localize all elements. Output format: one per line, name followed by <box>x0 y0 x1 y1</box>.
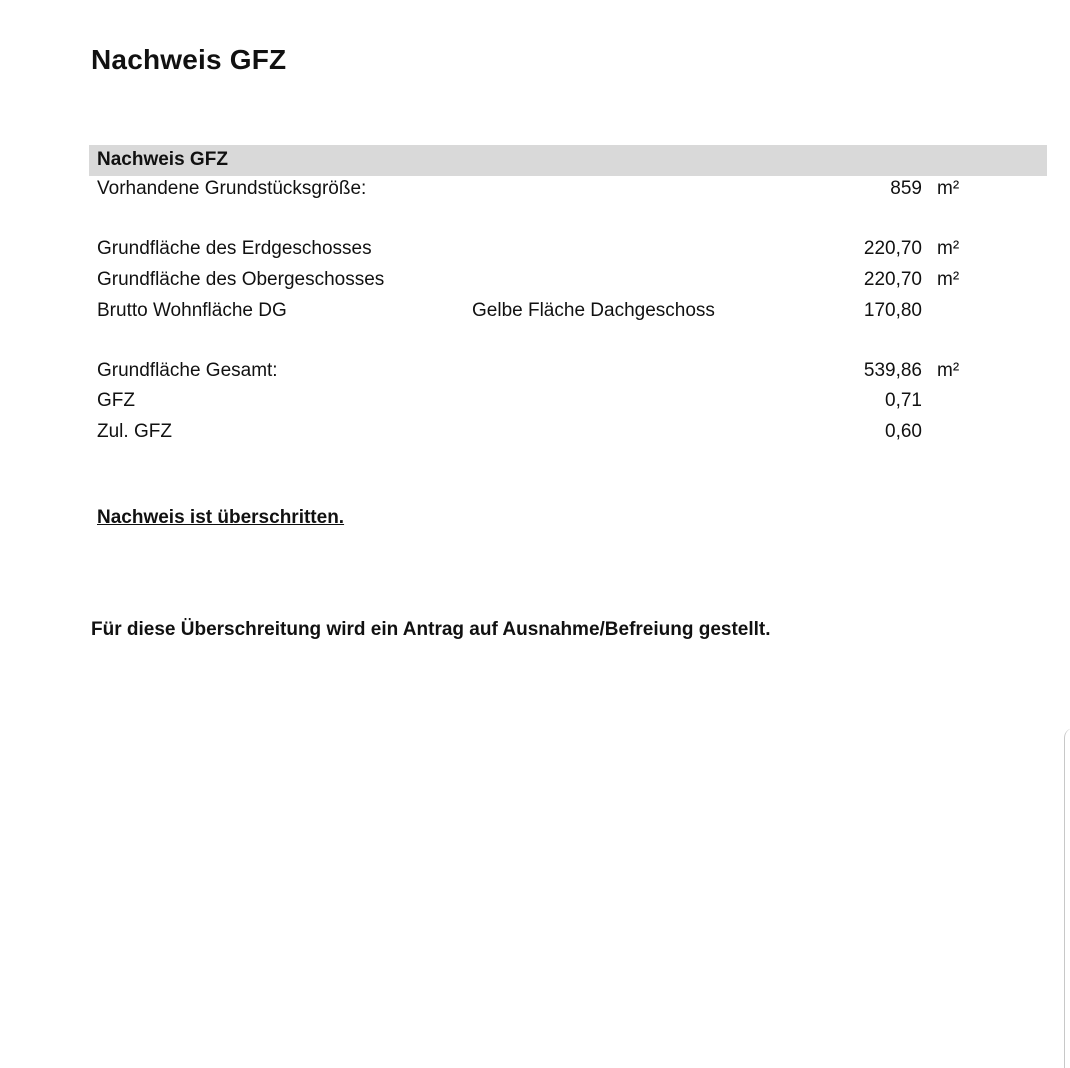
row-note: Gelbe Fläche Dachgeschoss <box>472 300 715 321</box>
page-edge <box>1064 728 1070 1068</box>
row-value: 220,70 <box>863 238 922 259</box>
table-row <box>0 269 1070 295</box>
row-unit: m² <box>937 360 960 381</box>
table-row <box>0 360 1070 386</box>
section-header-label: Nachweis GFZ <box>97 149 228 170</box>
row-unit: m² <box>937 178 960 199</box>
row-label: Zul. GFZ <box>97 421 172 442</box>
row-unit: m² <box>937 238 960 259</box>
table-row <box>0 178 1070 204</box>
page-title: Nachweis GFZ <box>91 44 287 75</box>
row-label: Grundfläche des Erdgeschosses <box>97 238 372 259</box>
table-row <box>0 390 1070 416</box>
row-label: Vorhandene Grundstücksgröße: <box>97 178 367 199</box>
result-statement: Nachweis ist überschritten. <box>97 507 345 528</box>
row-value: 0,71 <box>885 390 922 411</box>
row-label: GFZ <box>97 390 135 411</box>
row-value: 0,60 <box>885 421 922 442</box>
row-unit: m² <box>937 269 960 290</box>
table-row <box>0 421 1070 447</box>
row-value: 220,70 <box>863 269 922 290</box>
table-row <box>0 238 1070 264</box>
row-label: Brutto Wohnfläche DG <box>97 300 287 321</box>
footer-note: Für diese Überschreitung wird ein Antrag auf Ausnahme/Befreiung gestellt. <box>91 619 771 640</box>
row-value: 859 <box>890 178 922 199</box>
row-label: Grundfläche Gesamt: <box>97 360 278 381</box>
table-row <box>0 300 1070 326</box>
row-value: 170,80 <box>863 300 922 321</box>
section-header <box>89 145 1047 176</box>
row-value: 539,86 <box>863 360 922 381</box>
row-label: Grundfläche des Obergeschosses <box>97 269 385 290</box>
